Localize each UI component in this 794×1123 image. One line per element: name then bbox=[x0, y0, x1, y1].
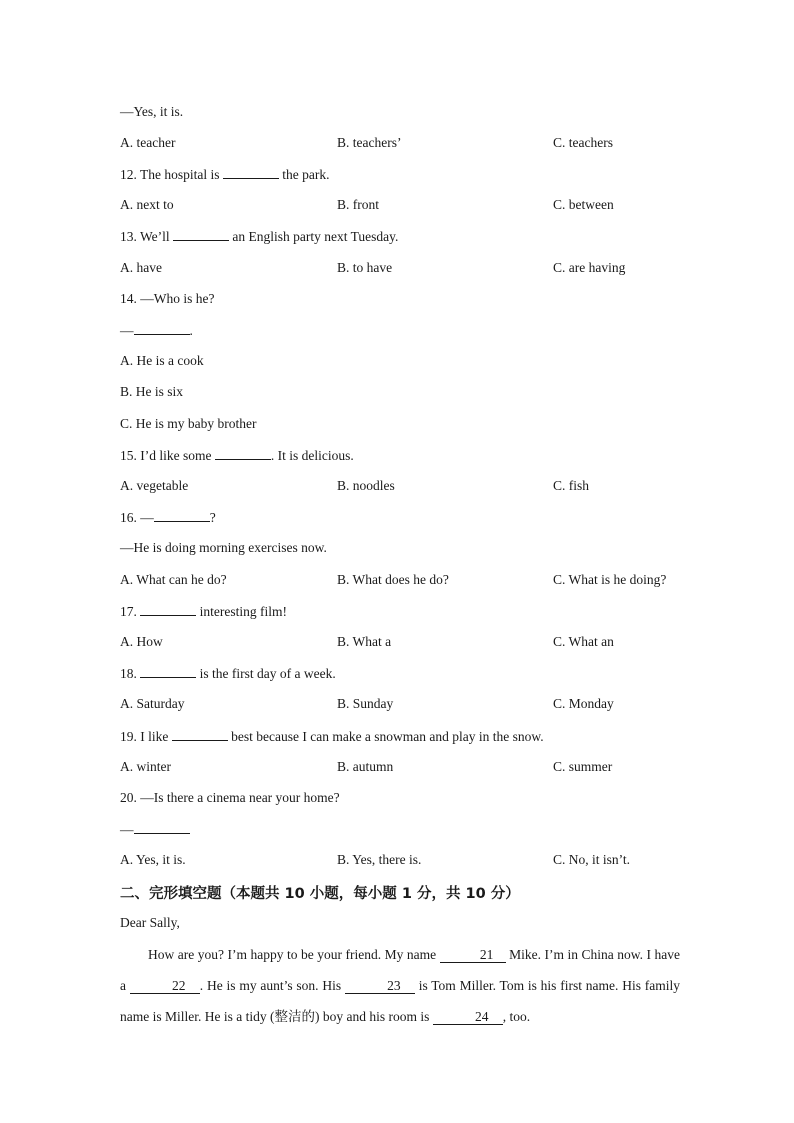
cloze-blank-23: 23 bbox=[345, 979, 415, 994]
passage-text-4: is Tom Miller. Tom is his first name. His family name is Miller. He is a tidy (整洁的) boy and his room is bbox=[120, 978, 680, 1024]
passage-text-1: How are you? I’m happy to be your friend. My name bbox=[148, 947, 440, 962]
q16-stem bbox=[120, 509, 216, 526]
q18-blank bbox=[140, 665, 196, 678]
q20-option-c: C. No, it isn’t. bbox=[553, 852, 631, 867]
q11-option-c: C. teachers bbox=[553, 135, 613, 150]
q13-stem-before: 13. We’ll bbox=[120, 229, 170, 244]
q13-blank bbox=[173, 228, 229, 241]
q20-option-a: A. Yes, it is. bbox=[120, 852, 186, 867]
q11-option-a: A. teacher bbox=[120, 135, 176, 150]
q15-stem-before: 15. I’d like some bbox=[120, 448, 212, 463]
q13-stem bbox=[120, 228, 398, 245]
letter-greeting: Dear Sally, bbox=[120, 915, 180, 930]
q18-option-a: A. Saturday bbox=[120, 696, 185, 711]
q19-stem-before: 19. I like bbox=[120, 729, 169, 744]
q19-stem bbox=[120, 728, 544, 745]
q16-stem-before: 16. — bbox=[120, 510, 154, 525]
q13-option-c: C. are having bbox=[553, 260, 626, 275]
q20-stem: 20. —Is there a cinema near your home? bbox=[120, 790, 340, 805]
q18-stem-after: is the first day of a week. bbox=[199, 666, 336, 681]
q17-stem-after: interesting film! bbox=[199, 604, 287, 619]
passage-text-5: , too. bbox=[502, 1009, 531, 1024]
cloze-blank-24: 24 bbox=[433, 1010, 503, 1025]
q19-stem-after: best because I can make a snowman and play in the snow. bbox=[231, 729, 544, 744]
q20-answer-line bbox=[120, 821, 190, 838]
q16-blank bbox=[154, 509, 210, 522]
q14-stem: 14. —Who is he? bbox=[120, 291, 215, 306]
q16-option-b: B. What does he do? bbox=[337, 572, 449, 587]
q18-stem bbox=[120, 665, 336, 682]
q12-stem-after: the park. bbox=[282, 167, 330, 182]
q14-blank bbox=[134, 322, 190, 335]
q14-option-b: B. He is six bbox=[120, 384, 184, 399]
q11-option-b: B. teachers’ bbox=[337, 135, 402, 150]
q11-answer-line: —Yes, it is. bbox=[120, 104, 184, 119]
q14-option-a: A. He is a cook bbox=[120, 353, 204, 368]
q17-option-b: B. What a bbox=[337, 634, 392, 649]
q20-blank bbox=[134, 821, 190, 834]
q17-stem bbox=[120, 603, 287, 620]
cloze-blank-22: 22 bbox=[130, 979, 200, 994]
q15-option-b: B. noodles bbox=[337, 478, 395, 493]
cloze-passage bbox=[120, 939, 680, 1032]
q13-option-b: B. to have bbox=[337, 260, 393, 275]
q12-stem-before: 12. The hospital is bbox=[120, 167, 220, 182]
q12-blank bbox=[223, 166, 279, 179]
q14-option-c: C. He is my baby brother bbox=[120, 416, 257, 431]
q15-stem bbox=[120, 447, 354, 464]
cloze-blank-21: 21 bbox=[440, 948, 506, 963]
cloze-paragraph bbox=[120, 939, 680, 1032]
q18-option-b: B. Sunday bbox=[337, 696, 394, 711]
q14-answer-prefix: — bbox=[120, 323, 134, 338]
q14-answer-line bbox=[120, 322, 193, 339]
q17-blank bbox=[140, 603, 196, 616]
q19-option-a: A. winter bbox=[120, 759, 171, 774]
q17-stem-before: 17. bbox=[120, 604, 137, 619]
q15-option-c: C. fish bbox=[553, 478, 590, 493]
q18-stem-before: 18. bbox=[120, 666, 137, 681]
q14-answer-suffix: . bbox=[189, 323, 193, 338]
q12-option-a: A. next to bbox=[120, 197, 174, 212]
q15-option-a: A. vegetable bbox=[120, 478, 189, 493]
q19-option-b: B. autumn bbox=[337, 759, 394, 774]
q16-option-c: C. What is he doing? bbox=[553, 572, 667, 587]
passage-text-3: . He is my aunt’s son. His bbox=[199, 978, 345, 993]
q15-stem-after: . It is delicious. bbox=[270, 448, 354, 463]
q13-option-a: A. have bbox=[120, 260, 162, 275]
section-heading: 二、完形填空题（本题共 10 小题，每小题 1 分，共 10 分） bbox=[120, 886, 520, 902]
q17-option-a: A. How bbox=[120, 634, 163, 649]
q20-answer-prefix: — bbox=[120, 822, 134, 837]
q12-option-b: B. front bbox=[337, 197, 379, 212]
passage-text-2: Mike. I’m in China now. I have a bbox=[120, 947, 680, 993]
q12-option-c: C. between bbox=[553, 197, 614, 212]
q12-stem bbox=[120, 166, 329, 183]
q17-option-c: C. What an bbox=[553, 634, 614, 649]
q16-answer-line: —He is doing morning exercises now. bbox=[120, 540, 327, 555]
q19-blank bbox=[172, 728, 228, 741]
q20-option-b: B. Yes, there is. bbox=[337, 852, 422, 867]
q19-option-c: C. summer bbox=[553, 759, 613, 774]
q18-option-c: C. Monday bbox=[553, 696, 614, 711]
q16-stem-after: ? bbox=[209, 510, 216, 525]
q15-blank bbox=[215, 447, 271, 460]
q13-stem-after: an English party next Tuesday. bbox=[232, 229, 399, 244]
q16-option-a: A. What can he do? bbox=[120, 572, 227, 587]
